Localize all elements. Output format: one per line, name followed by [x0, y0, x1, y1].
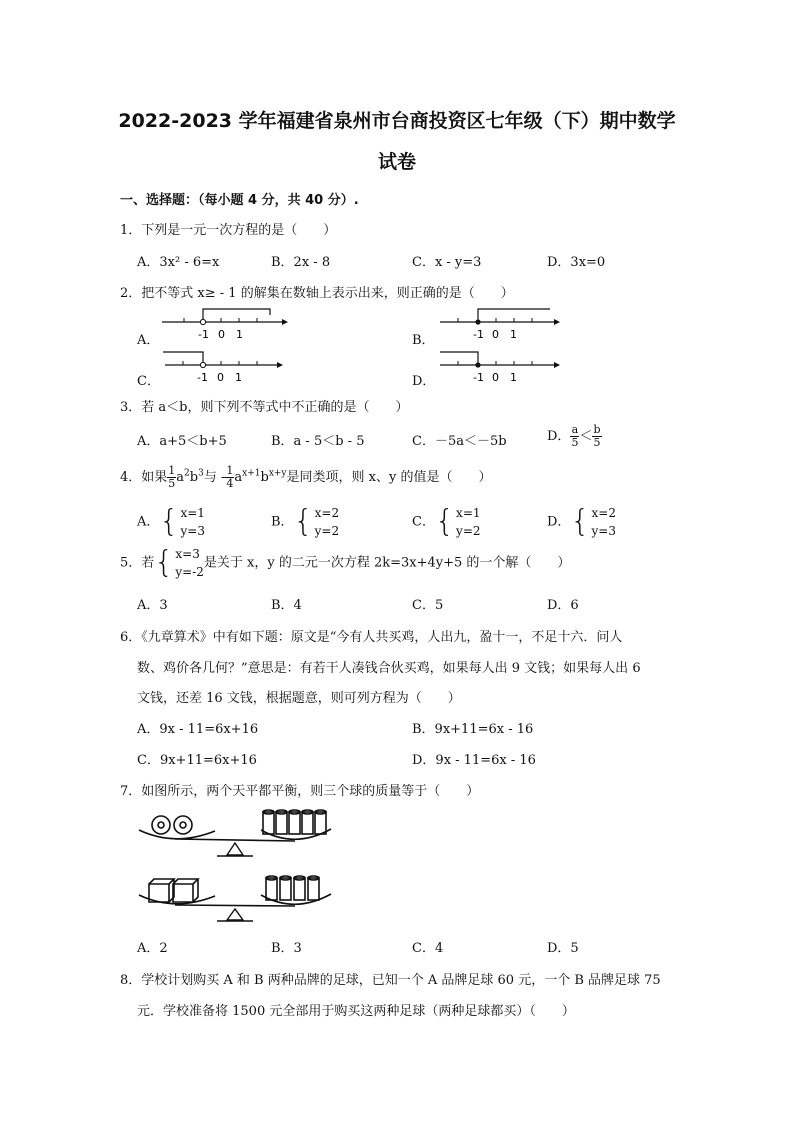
q2-number-line-a	[160, 305, 290, 345]
q3-d-frac2-num: b	[593, 423, 601, 436]
q4-option-b-label: B．	[271, 514, 294, 530]
section-heading: 一、选择题：（每小题 4 分，共 40 分）.	[120, 193, 359, 208]
q5-row1: x=3	[175, 547, 200, 561]
q6-option-b: B．9x+11=6x - 16	[412, 722, 534, 737]
q4-mid: 与 -	[203, 470, 226, 485]
q2-stem: 2．把不等式 x≥ - 1 的解集在数轴上表示出来，则正确的是（ ）	[120, 286, 514, 301]
q4-term-d-exp: x+y	[268, 468, 287, 479]
q5-option-c: C．5	[412, 598, 444, 613]
q4-fraction-1	[167, 465, 176, 490]
q2-a-tick-neg1: -1	[198, 328, 209, 341]
q3-d-frac1-den: 5	[571, 436, 579, 449]
q4-c-row2: y=2	[456, 524, 481, 538]
q4-b-row2: y=2	[314, 524, 340, 538]
q4-f2-den: 4	[226, 477, 234, 490]
q2-number-line-c	[163, 348, 293, 388]
q3-d-less-than: ＜	[579, 429, 593, 444]
q4-term-b: b	[189, 470, 199, 485]
q2-a-tick-1: 1	[236, 328, 243, 341]
q2-b-tick-0: 0	[492, 328, 499, 341]
q1-option-a: A．3x² - 6=x	[137, 255, 220, 270]
q4-term-a-exp: 2	[184, 468, 190, 479]
q5-stem: 5．若 { x=3 y=-2 是关于 x，y 的二元一次方程 2k=3x+4y+5 的一个解（ ）	[120, 545, 571, 580]
q2-c-tick-1: 1	[235, 371, 242, 384]
q2-a-tick-0: 0	[218, 328, 225, 341]
q3-option-a: A．a+5＜b+5	[137, 434, 227, 449]
q7-option-a: A．2	[137, 941, 168, 956]
q8-line-1: 8．学校计划购买 A 和 B 两种品牌的足球，已知一个 A 品牌足球 60 元，一个 B 品牌足球 75	[120, 973, 661, 988]
q5-option-b: B．4	[271, 598, 302, 613]
q4-c-row1: x=1	[456, 506, 481, 520]
q2-number-line-d	[438, 348, 568, 388]
balance-scale-1-figure	[135, 805, 335, 860]
q4-term-a: a	[176, 470, 185, 485]
q4-term-c: a	[234, 470, 243, 485]
q4-f1-num: 1	[168, 464, 176, 477]
q5-option-a: A．3	[137, 598, 168, 613]
q3-d-frac2-den: 5	[593, 436, 601, 449]
q3-option-d	[547, 424, 602, 449]
q2-b-tick-neg1: -1	[473, 328, 484, 341]
q7-stem: 7．如图所示，两个天平都平衡，则三个球的质量等于（ ）	[120, 784, 480, 799]
q4-term-d: b	[260, 470, 269, 485]
paper-title-line-1: 2022-2023 学年福建省泉州市台商投资区七年级（下）期中数学	[118, 110, 676, 132]
q4-option-d-label: D．	[547, 514, 571, 530]
q1-stem: 1．下列是一元一次方程的是（ ）	[120, 223, 337, 238]
q6-line-1: 6．《九章算术》中有如下题：原文是“今有人共买鸡，人出九，盈十一，不足十六．问人	[120, 630, 623, 645]
q4-a-row2: y=3	[180, 524, 205, 538]
q4-option-c: C． { x=1 y=2	[412, 504, 481, 539]
q5-prefix: 5．若	[120, 555, 155, 571]
q2-option-d-label: D．	[412, 374, 436, 389]
balance-scale-2-figure	[135, 870, 335, 925]
q1-option-c: C．x - y=3	[412, 255, 482, 270]
q1-option-b: B．2x - 8	[271, 255, 331, 270]
q1-option-d: D．3x=0	[547, 255, 606, 270]
q2-b-tick-1: 1	[510, 328, 517, 341]
q4-prefix: 4．如果	[120, 470, 168, 485]
q7-option-d: D．5	[547, 941, 579, 956]
q4-f1-den: 5	[168, 477, 176, 490]
q6-option-d: D．9x - 11=6x - 16	[412, 753, 536, 768]
q4-term-c-exp: x+1	[242, 468, 261, 479]
q3-stem: 3．若 a＜b，则下列不等式中不正确的是（ ）	[120, 400, 409, 415]
q4-option-b: B． { x=2 y=2	[271, 504, 340, 539]
q6-option-c: C．9x+11=6x+16	[137, 753, 257, 768]
q2-option-a-label: A．	[137, 333, 160, 348]
q4-a-row1: x=1	[180, 506, 205, 520]
q6-option-a: A．9x - 11=6x+16	[137, 722, 259, 737]
q6-line-2: 数、鸡价各几何？”意思是：有若干人凑钱合伙买鸡，如果每人出 9 文钱；如果每人出 6	[137, 661, 641, 676]
q5-option-d: D．6	[547, 598, 579, 613]
q4-d-row1: x=2	[591, 506, 616, 520]
paper-title-line-2: 试卷	[377, 151, 416, 173]
q2-c-tick-neg1: -1	[197, 371, 208, 384]
q4-option-a-label: A．	[137, 514, 160, 530]
q2-number-line-b	[438, 305, 568, 345]
q2-option-c-label: C．	[137, 374, 160, 389]
q4-option-d: D． { x=2 y=3	[547, 504, 616, 539]
q4-option-a: A． { x=1 y=3	[137, 504, 205, 539]
q4-d-row2: y=3	[591, 524, 616, 538]
q2-c-tick-0: 0	[217, 371, 224, 384]
q7-option-c: C．4	[412, 941, 444, 956]
q3-d-frac1-num: a	[571, 423, 579, 436]
q2-d-tick-neg1: -1	[473, 371, 484, 384]
q6-line-3: 文钱，还差 16 文钱，根据题意，则可列方程为（ ）	[137, 691, 461, 706]
q3-option-d-label: D．	[547, 429, 571, 444]
q4-term-b-exp: 3	[198, 468, 204, 479]
q3-d-fraction-b	[592, 424, 601, 449]
q4-suffix: 是同类项，则 x、y 的值是（ ）	[286, 470, 492, 485]
q4-stem	[120, 465, 491, 490]
q3-option-c: C．－5a＜－5b	[412, 434, 507, 449]
q8-line-2: 元．学校准备将 1500 元全部用于购买这两种足球（两种足球都买）（ ）	[137, 1004, 575, 1019]
q2-option-b-label: B．	[412, 333, 435, 348]
q2-d-tick-1: 1	[510, 371, 517, 384]
q5-suffix: 是关于 x，y 的二元一次方程 2k=3x+4y+5 的一个解（ ）	[203, 555, 571, 571]
q4-option-c-label: C．	[412, 514, 435, 530]
q7-option-b: B．3	[271, 941, 302, 956]
q4-b-row1: x=2	[314, 506, 340, 520]
q5-row2: y=-2	[175, 565, 204, 579]
q3-option-b: B．a - 5＜b - 5	[271, 434, 365, 449]
q2-d-tick-0: 0	[492, 371, 499, 384]
q4-f2-num: 1	[226, 464, 234, 477]
